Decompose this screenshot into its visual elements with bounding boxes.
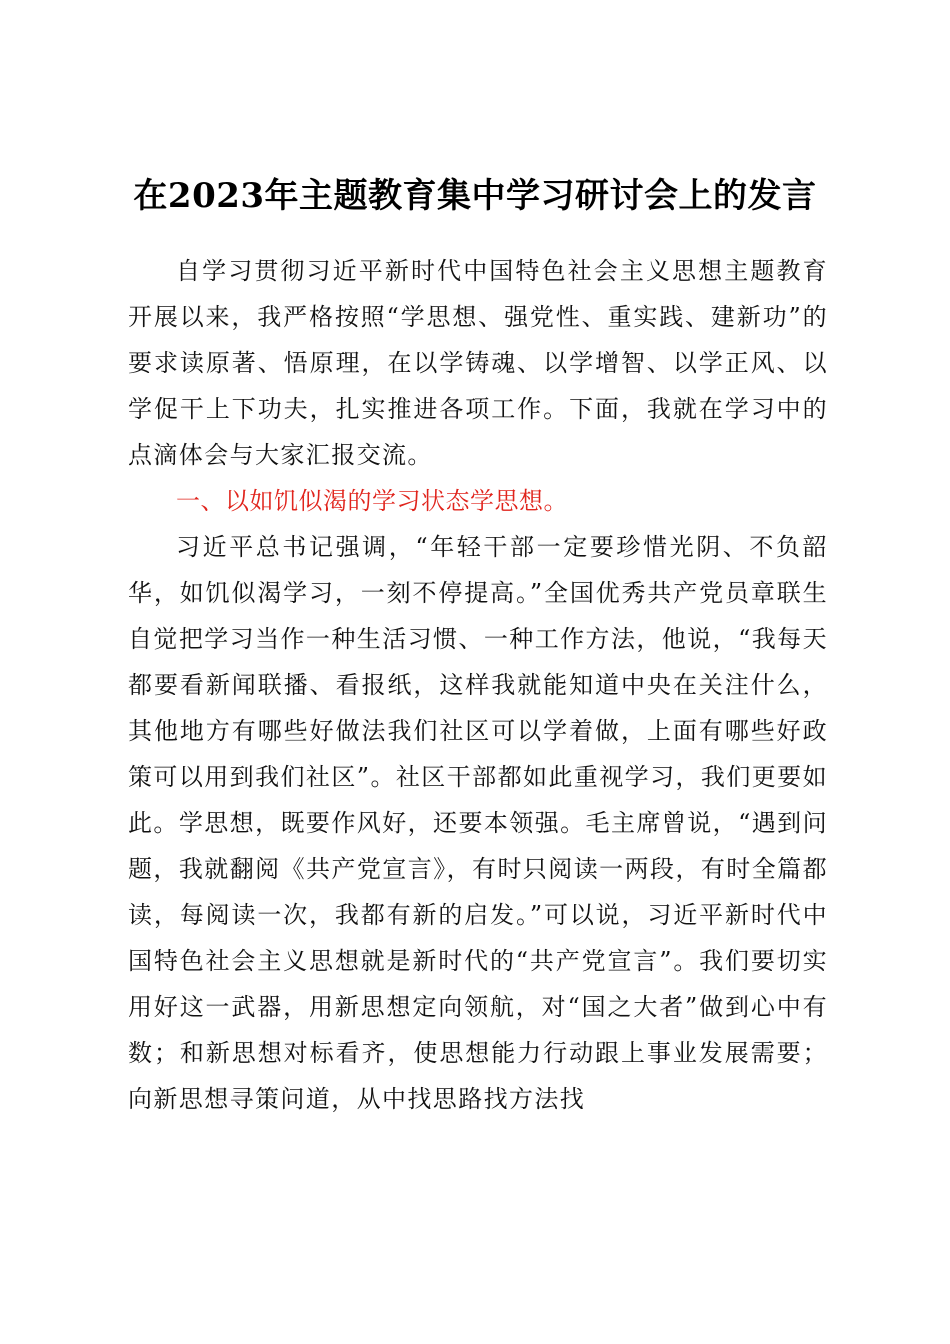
intro-paragraph: 自学习贯彻习近平新时代中国特色社会主义思想主题教育开展以来，我严格按照“学思想、强党性、重实践、建新功”的要求读原著、悟原理，在以学铸魂、以学增智、以学正风、以学促干上下功夫，扎实推进各项工作。下面，我就在学习中的点滴体会与大家汇报交流。 [128,257,828,469]
document-title: 在2023年主题教育集中学习研讨会上的发言 [133,176,817,216]
section-paragraph: 习近平总书记强调，“年轻干部一定要珍惜光阴、不负韶华，如饥似渴学习，一刻不停提高。”全国优秀共产党员章联生自觉把学习当作一种生活习惯、一种工作方法，他说，“我每天都要看新闻联播、看报纸，这样我就能知道中央在关注什么，其他地方有哪些好做法我们社区可以学着做，上面有哪些好政策可以用到我们社区”。社区干部都如此重视学习，我们更要如此。学思想，既要作风好，还要本领强。毛主席曾说，“遇到问题，我就翻阅《共产党宣言》，有时只阅读一两段，有时全篇都读，每阅读一次，我都有新的启发。”可以说，习近平新时代中国特色社会主义思想就是新时代的“共产党宣言”。我们要切实用好这一武器，用新思想定向领航，对“国之大者”做到心中有数；和新思想对标看齐，使思想能力行动跟上事业发展需要；向新思想寻策问道，从中找思路找方法找 [128,533,828,1113]
section-heading: 一、以如饥似渴的学习状态学思想。 [176,487,568,515]
document-body [128,248,828,1122]
